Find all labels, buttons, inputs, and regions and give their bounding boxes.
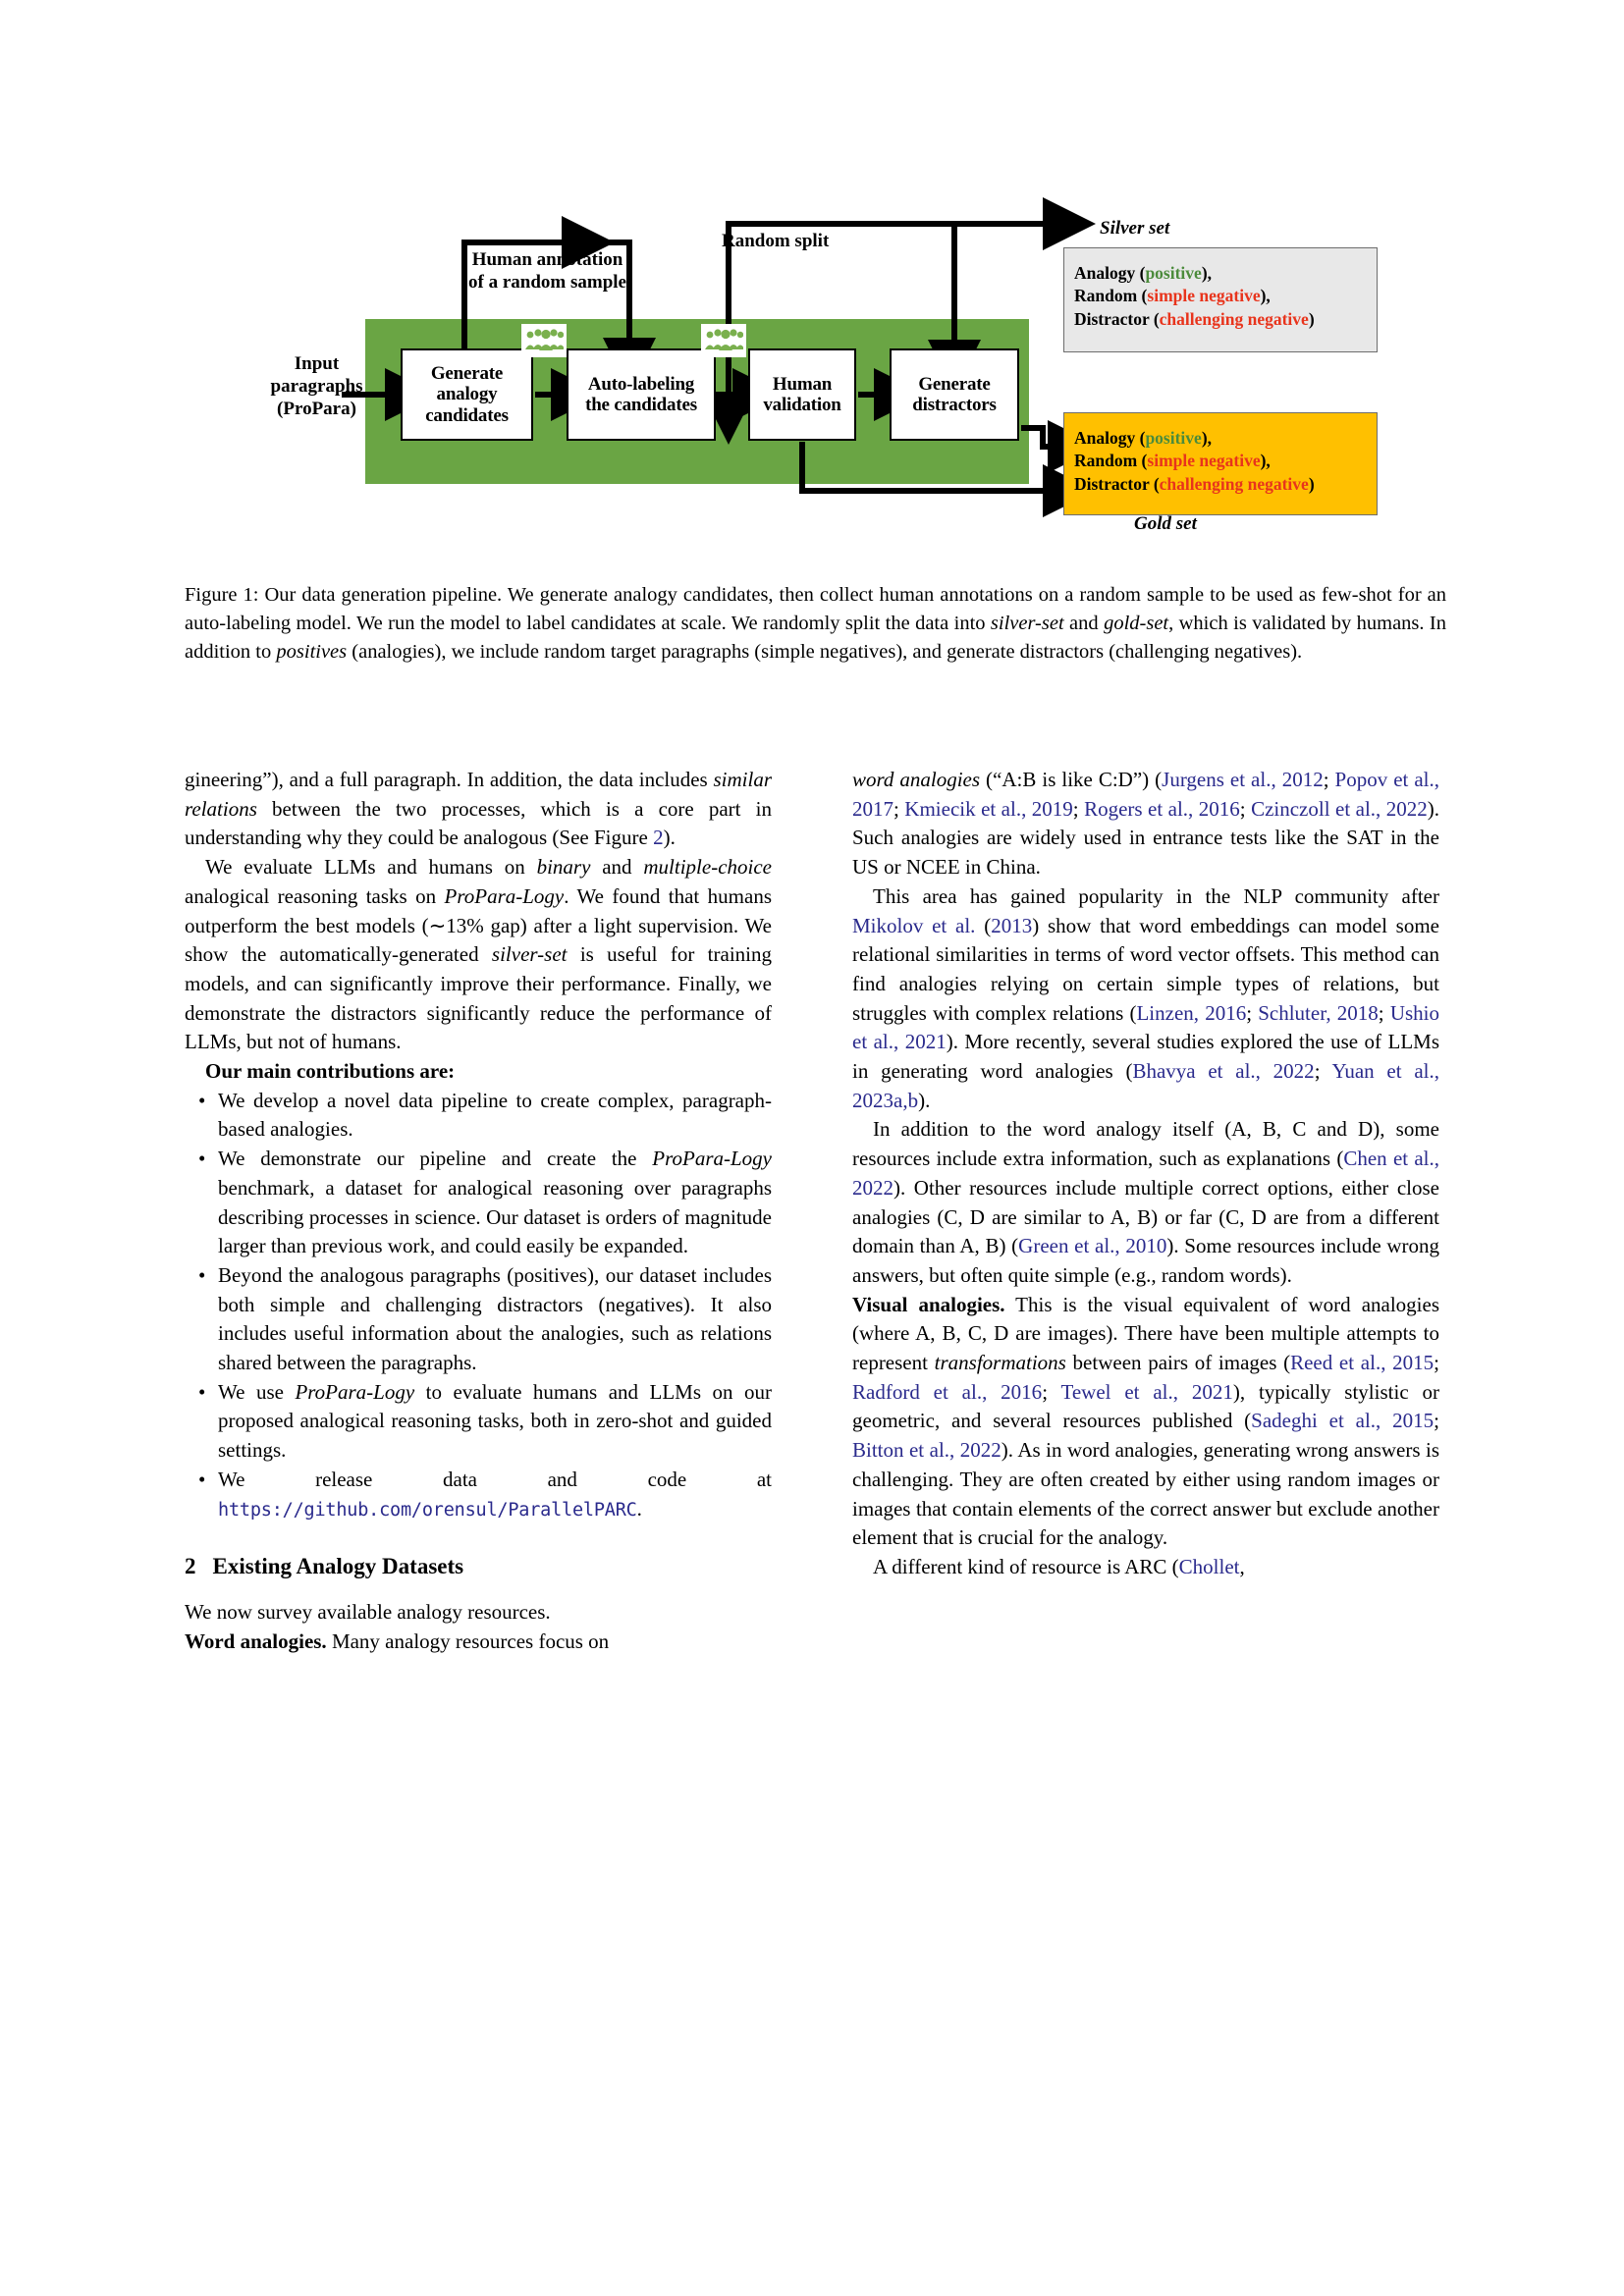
citation-link[interactable]: Rogers et al., 2016 xyxy=(1084,796,1240,821)
gold-row-3 xyxy=(1074,473,1377,496)
lp2-i3: ProPara-Logy xyxy=(444,883,565,908)
contributions-list xyxy=(185,1087,772,1524)
rp2-t5: ; xyxy=(1378,1000,1390,1025)
people-group-icon xyxy=(521,324,567,357)
rp4-t7: ). As in word analogies, generating wrong answers is challenging. They are often created by either using random images or images that contain elements of the correct answer but exclude another element that is crucial for the analogy. xyxy=(852,1438,1439,1550)
lp1-i1: similar relations xyxy=(185,768,772,821)
citation-link[interactable]: Mikolov et al. xyxy=(852,913,976,937)
github-repo-link[interactable]: https://github.com/orensul/ParallelPARC xyxy=(218,1499,637,1521)
silver-row-1-tag: positive xyxy=(1145,263,1202,283)
figure-edge-label-random-split: Random split xyxy=(722,231,830,251)
contrib-4-t2: to evaluate humans and LLMs on our proposed analogical reasoning tasks, both in zero-shot and guided settings. xyxy=(218,1379,772,1463)
figure-node-generate-analogy-candidates xyxy=(401,348,533,441)
rp4-t2: between pairs of images ( xyxy=(1065,1351,1291,1375)
rp2-t4: ; xyxy=(1246,1000,1259,1025)
citation-link[interactable]: Kmiecik et al., 2019 xyxy=(904,796,1073,821)
gen-analogy-line-2: analogy xyxy=(436,384,498,405)
left-paragraph-4 xyxy=(185,1628,772,1657)
silver-set-box xyxy=(1063,247,1378,352)
gold-set-box xyxy=(1063,412,1378,515)
section-2-heading xyxy=(185,1553,772,1580)
section-2-title: Existing Analogy Datasets xyxy=(212,1554,464,1579)
contrib-5-t2: . xyxy=(636,1496,642,1521)
rp4-i1: transformations xyxy=(934,1351,1066,1375)
rp2-t2: ( xyxy=(975,913,992,937)
list-item xyxy=(218,1466,772,1523)
contrib-3-text: Beyond the analogous paragraphs (positives), our dataset includes both simple and challenging distractors (negatives). It also includes useful information about the analogies, such as relations shared between the paragraphs. xyxy=(218,1262,772,1375)
citation-link[interactable]: Green et al., 2010 xyxy=(1018,1234,1167,1258)
lp1-t3: ). xyxy=(663,826,676,850)
word-analogies-runin-heading: Word analogies. xyxy=(185,1629,327,1653)
gen-analogy-line-3: candidates xyxy=(425,404,509,426)
rp5-t1: A different kind of resource is ARC ( xyxy=(873,1554,1179,1578)
citation-link[interactable]: Sadeghi et al., 2015 xyxy=(1251,1409,1435,1433)
rp1-t1: (“A:B is like C:D”) ( xyxy=(980,768,1163,791)
contributions-heading: Our main contributions are: xyxy=(205,1059,456,1084)
caption-label: Figure 1: xyxy=(185,584,259,606)
gold-row-3-label: Distractor ( xyxy=(1074,473,1160,494)
left-paragraph-1 xyxy=(185,766,772,853)
human-valid-line-1: Human xyxy=(772,373,833,395)
human-valid-line-2: validation xyxy=(763,395,841,415)
human-annot-line-2: of a random sample xyxy=(468,271,626,293)
lp1-t2: between the two processes, which is a core part in understanding why they could be analogous (See Figure xyxy=(185,796,772,850)
citation-link[interactable]: Jurgens et al., 2012 xyxy=(1162,768,1324,791)
citation-link[interactable]: Chollet xyxy=(1178,1554,1240,1578)
contrib-2-i1: ProPara-Logy xyxy=(652,1147,772,1171)
lp2-t4: . We found that humans outperform the best models (∼13% gap) after a light supervision. We show the automatically-generated xyxy=(185,883,772,967)
silver-row-1-label: Analogy ( xyxy=(1074,263,1146,283)
silver-set-caption: Silver set xyxy=(1100,218,1170,239)
silver-row-2-label: Random ( xyxy=(1074,286,1148,306)
left-paragraph-2 xyxy=(185,853,772,1057)
rp4-t1: This is the visual equivalent of word analogies (where A, B, C, D are images). There have been multiple attempts to represent xyxy=(852,1292,1439,1375)
gold-row-2-label: Random ( xyxy=(1074,451,1148,471)
gold-row-2 xyxy=(1074,450,1377,472)
caption-text-2: and xyxy=(1063,613,1105,635)
section-2-number: 2 xyxy=(185,1554,196,1579)
input-line-1: Input xyxy=(294,353,340,374)
silver-row-1-tail: ), xyxy=(1201,263,1213,283)
silver-row-2-tail: ), xyxy=(1260,286,1271,306)
list-item xyxy=(218,1087,772,1145)
figure-node-generate-distractors xyxy=(890,348,1019,441)
caption-text-1: Our data generation pipeline. We generate analogy candidates, then collect human annotations on a random sample to be used as few-shot for an auto-labeling model. We run the model to label candidates at scale. We randomly split the data into xyxy=(185,584,1446,635)
rp2-t7: ; xyxy=(1314,1059,1332,1084)
contrib-2-t1: We demonstrate our pipeline and create the xyxy=(218,1147,653,1171)
silver-row-2 xyxy=(1074,285,1377,307)
silver-row-3-tag: challenging negative xyxy=(1159,308,1309,329)
body-column-left xyxy=(185,766,772,1656)
gold-row-2-tail: ), xyxy=(1260,451,1271,471)
list-item xyxy=(218,1261,772,1378)
rp2-t3: ) show that word embeddings can model some relational similarities in terms of word vector offsets. This method can find analogies relying on certain simple types of relations, but struggles with complex relations ( xyxy=(852,913,1439,1025)
right-paragraph-5 xyxy=(852,1553,1439,1582)
input-line-3: (ProPara) xyxy=(277,398,356,419)
silver-row-3-tail: ) xyxy=(1308,308,1315,329)
silver-row-1 xyxy=(1074,262,1377,285)
right-paragraph-4 xyxy=(852,1291,1439,1553)
citation-link[interactable]: Radford et al., 2016 xyxy=(852,1379,1043,1404)
rp1-t4: ; xyxy=(1072,796,1085,821)
right-paragraph-1 xyxy=(852,766,1439,882)
rp4-t5: ), typically stylistic or geometric, and several resources published ( xyxy=(852,1379,1439,1433)
right-paragraph-2 xyxy=(852,882,1439,1116)
body-column-right xyxy=(852,766,1439,1582)
citation-link[interactable]: Linzen, 2016 xyxy=(1136,1000,1247,1025)
figure-1-pipeline-diagram xyxy=(0,167,1624,560)
gold-row-1 xyxy=(1074,427,1377,450)
citation-link[interactable]: Czinczoll et al., 2022 xyxy=(1251,796,1428,821)
figure-2-reference-link[interactable]: 2 xyxy=(653,826,664,850)
citation-link[interactable]: Chen et al., 2022 xyxy=(852,1147,1440,1200)
caption-text-3: , which is validated by humans. In addition to xyxy=(185,613,1446,664)
citation-link[interactable]: Bitton et al., 2022 xyxy=(852,1438,1001,1463)
citation-link[interactable]: Popov et al., 2017 xyxy=(852,768,1439,821)
auto-label-line-2: the candidates xyxy=(585,395,697,415)
citation-link[interactable]: Yuan et al., 2023a,b xyxy=(852,1059,1439,1112)
citation-link[interactable]: Schluter, 2018 xyxy=(1258,1000,1379,1025)
caption-ital-2: gold-set xyxy=(1104,613,1169,635)
rp2-t8: ). xyxy=(918,1088,931,1112)
gen-distr-line-2: distractors xyxy=(912,395,997,415)
citation-link[interactable]: Tewel et al., 2021 xyxy=(1060,1379,1233,1404)
rp1-t6: ). Such analogies are widely used in entrance tests like the SAT in the US or NCEE in China. xyxy=(852,796,1439,880)
rp2-t6: ). More recently, several studies explored the use of LLMs in generating word analogies ( xyxy=(852,1030,1439,1084)
figure-edge-label-human-annotation xyxy=(447,249,648,294)
gold-row-3-tag: challenging negative xyxy=(1159,473,1309,494)
rp1-t3: ; xyxy=(893,796,905,821)
lp2-t2: and xyxy=(590,855,644,880)
caption-text-4: (analogies), we include random target paragraphs (simple negatives), and generate distractors (challenging negatives). xyxy=(347,641,1303,664)
rp5-t2: , xyxy=(1239,1554,1245,1578)
auto-label-line-1: Auto-labeling xyxy=(587,373,695,395)
rp1-t5: ; xyxy=(1239,796,1252,821)
caption-ital-3: positives xyxy=(276,641,348,664)
citation-link[interactable]: 2013 xyxy=(991,913,1033,937)
rp2-t1: This area has gained popularity in the NLP community after xyxy=(873,883,1439,908)
silver-row-3 xyxy=(1074,308,1377,331)
rp4-t4: ; xyxy=(1042,1379,1061,1404)
citation-link[interactable]: Ushio et al., 2021 xyxy=(852,1000,1439,1054)
right-paragraph-3 xyxy=(852,1115,1439,1290)
contrib-1-text: We develop a novel data pipeline to create complex, paragraph-based analogies. xyxy=(218,1088,772,1142)
gold-row-3-tail: ) xyxy=(1308,473,1315,494)
rp3-t1: In addition to the word analogy itself (A, B, C and D), some resources include extra information, such as explanations ( xyxy=(852,1117,1439,1171)
silver-row-3-label: Distractor ( xyxy=(1074,308,1160,329)
input-line-2: paragraphs xyxy=(270,375,363,397)
lp4-t1: Many analogy resources focus on xyxy=(326,1629,610,1653)
citation-link[interactable]: Bhavya et al., 2022 xyxy=(1132,1059,1315,1084)
rp1-i1: word analogies xyxy=(852,768,981,791)
rp4-t3: ; xyxy=(1434,1351,1439,1375)
lp2-t5: is useful for training models, and can significantly improve their performance. Finally, we demonstrate the distractors significantly reduce the performance of LLMs, but not of humans. xyxy=(185,942,772,1054)
gen-analogy-line-1: Generate xyxy=(430,363,504,385)
lp2-i4: silver-set xyxy=(491,942,568,967)
rp3-t3: ). Some resources include wrong answers, but often quite simple (e.g., random words). xyxy=(852,1234,1439,1287)
figure-node-input-paragraphs xyxy=(250,353,383,420)
lp2-i2: multiple-choice xyxy=(643,855,773,880)
contrib-4-i1: ProPara-Logy xyxy=(295,1379,415,1404)
gold-row-1-label: Analogy ( xyxy=(1074,428,1146,448)
contrib-5-t1: We release data and code at xyxy=(218,1467,772,1491)
citation-link[interactable]: Reed et al., 2015 xyxy=(1290,1351,1435,1375)
gold-row-1-tail: ), xyxy=(1201,428,1213,448)
figure-node-human-validation xyxy=(748,348,856,441)
contrib-2-t2: benchmark, a dataset for analogical reasoning over paragraphs describing processes in science. Our dataset is orders of magnitude larger than previous work, and could easily be expanded. xyxy=(218,1175,772,1258)
gold-row-2-tag: simple negative xyxy=(1147,451,1261,471)
visual-analogies-runin-heading: Visual analogies. xyxy=(852,1292,1005,1316)
caption-ital-1: silver-set xyxy=(990,613,1064,635)
lp2-t3: analogical reasoning tasks on xyxy=(185,883,445,908)
left-paragraph-3: We now survey available analogy resources. xyxy=(185,1599,551,1624)
gold-set-caption: Gold set xyxy=(1134,513,1197,534)
rp1-t2: ; xyxy=(1323,768,1335,791)
people-group-icon xyxy=(701,324,746,357)
rp4-t6: ; xyxy=(1434,1409,1439,1433)
gen-distr-line-1: Generate xyxy=(918,373,991,395)
lp2-t1: We evaluate LLMs and humans on xyxy=(205,855,537,880)
silver-row-2-tag: simple negative xyxy=(1147,286,1261,306)
rp3-t2: ). Other resources include multiple correct options, either close analogies (C, D are similar to A, B) or far (C, D are from a different domain than A, B) ( xyxy=(852,1175,1439,1258)
contrib-4-t1: We use xyxy=(218,1379,296,1404)
figure-1-caption xyxy=(185,581,1446,667)
list-item xyxy=(218,1145,772,1261)
figure-node-auto-labeling xyxy=(567,348,716,441)
lp2-i1: binary xyxy=(536,855,591,880)
human-annot-line-1: Human annotation xyxy=(471,249,623,270)
gold-row-1-tag: positive xyxy=(1145,428,1202,448)
lp1-t1: gineering”), and a full paragraph. In addition, the data includes xyxy=(185,768,714,791)
list-item xyxy=(218,1378,772,1466)
